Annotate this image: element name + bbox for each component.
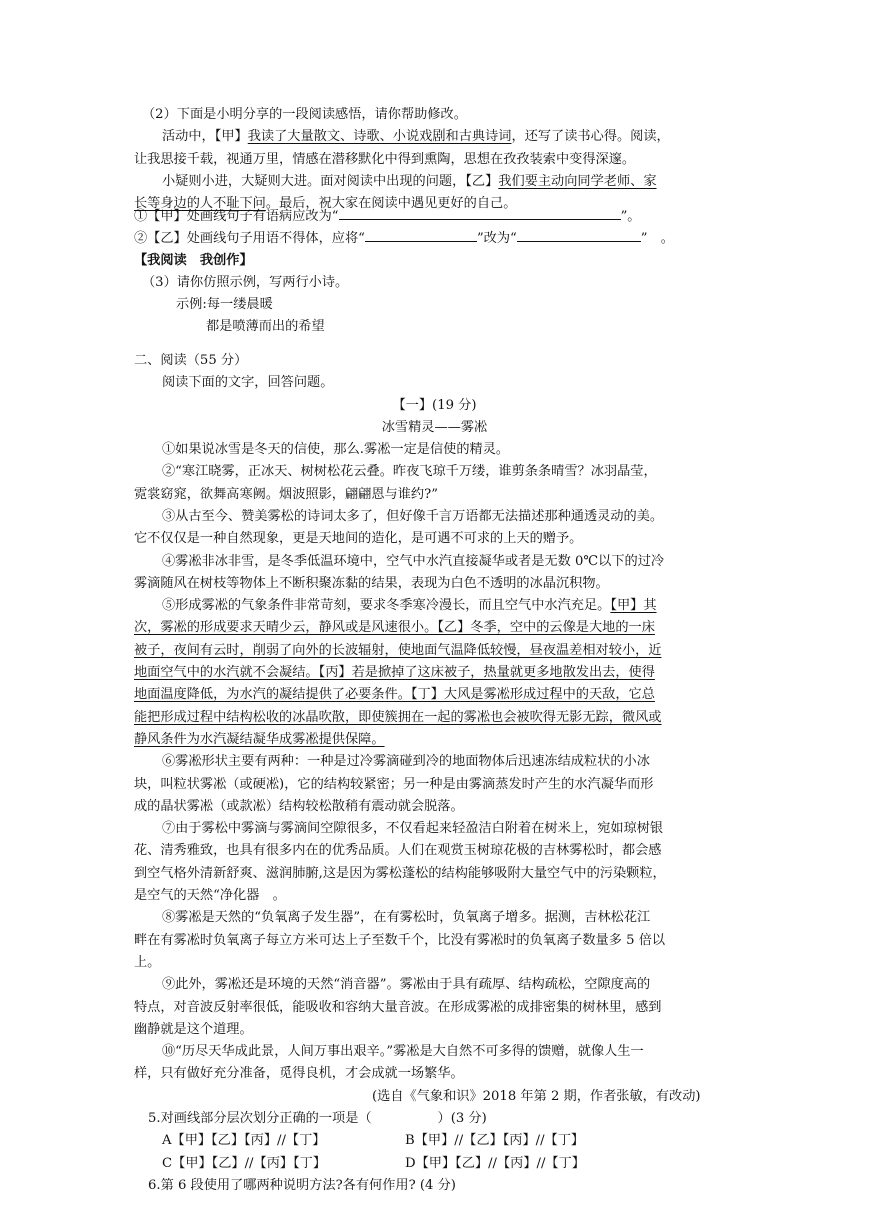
answer-blank[interactable] [517,227,641,242]
article-line: ⑨此外，雾凇还是环境的天然“消音器”。雾凇由于具有疏厚、结构疏松，空隙度高的 [162,977,651,992]
example-line: 示例:每一缕晨暖 [176,297,273,312]
answer-blank[interactable] [339,205,621,220]
option-c[interactable]: C【甲】【乙】//【丙】【丁】 [162,1156,327,1171]
underlined-line: 静风条件为水汽凝结凝华成雾凇提供保障。 [134,732,385,747]
article-line: ①如果说冰雪是冬天的信使，那么.雾凇一定是信使的精灵。 [162,442,510,457]
section-title: 【我阅读 我创作】 [134,253,253,268]
underlined-line: 地面空气中的水汽就不会凝结。【丙】若是掀掉了这床被子，热量就更多地散发出去，使得 [134,665,655,680]
article-line: 是空气的天然“净化器 。 [134,888,286,903]
article-line: 特点，对音波反射率很低，能吸收和容纳大量音波。在形成雾凇的成排密集的树林里，感到 [134,1000,662,1015]
underlined-sentence-yi: 我们要主动向同学老师、家 [498,174,657,189]
article-line: ④雾凇非冰非雪，是冬季低温环境中，空气中水汽直接凝华或者是无数 0℃以下的过冷 [162,554,665,569]
article-line [162,595,657,617]
option-d[interactable]: D【甲】【乙】//【丙】//【丁】 [405,1156,585,1171]
part-heading: 二、阅读（55 分） [134,353,248,368]
question-6: 6.第 6 段使用了哪两种说明方法?各有何作用? (4 分) [148,1178,456,1193]
article-line: 幽静就是这个道理。 [134,1022,253,1037]
underlined-line: 被子，夜间有云时，削弱了向外的长波辐射，使地面气温降低较慢，昼夜温差相对较小，近 [134,643,662,658]
text-segment: ①【甲】处画线句子有语病应改为“ [134,209,339,224]
instruction: 阅读下面的文字，回答问题。 [162,375,334,390]
sub-heading: 【一】(19 分) [392,398,477,413]
article-line: 样，只有做好充分准备，觅得良机，才会成就一场繁华。 [134,1066,464,1081]
underlined-line: 地面温度降低，为水汽的凝结提供了必要条件。【丁】大风是雾凇形成过程中的天敌，它总 [134,687,655,702]
article-line: ③从古至今、赞美雾松的诗词太多了，但好像千言万语都无法描述那种通透灵动的美。 [162,509,664,524]
source-citation: (选自《气象和识》2018 年第 2 期，作者张敏，有改动) [372,1089,701,1104]
article-line: 成的晶状雾凇（或款凇）结构较松散稍有震动就会脱落。 [134,799,464,814]
paragraph-line: 让我思接千载，视通万里，情感在潜移默化中得到熏陶，思想在孜孜装索中变得深邃。 [134,152,636,167]
underlined-sentence-yi-cont: 长等身边的人不耻下问 [134,196,266,211]
text-segment: ” 。 [640,231,674,246]
article-line: 它不仅仅是一种自然现象，更是天地间的造化，是可遇不可求的上天的赠予。 [134,531,583,546]
fill-in-1 [134,205,641,228]
text-segment: 。最后，祝大家在阅读中遇见更好的自己。 [265,196,517,211]
article-line: 畔在有雾凇时负氧离子每立方米可达上子至数千个，比没有雾凇时的负氧离子数量多 5 倍以 [134,933,666,948]
option-a[interactable]: A【甲】【乙】【丙】//【丁】 [162,1133,326,1148]
underlined-segment: 【甲】其 [610,598,657,613]
article-title: 冰雪精灵——雾凇 [381,420,488,435]
article-line: ⑧雾凇是天然的“负氧离子发生器”，在有雾松时，负氧离子增多。据测，吉林松花江 [162,910,651,925]
text-segment: 小疑则小进，大疑则大进。面对阅读中出现的问题，【乙】 [162,174,499,189]
text-segment: ②【乙】处画线句子用语不得体，应将“ [134,231,365,246]
option-b[interactable]: B【甲】//【乙】【丙】//【丁】 [405,1133,585,1148]
fill-in-2 [134,227,674,250]
article-line: 雾滴随风在树枝等物体上不断积聚冻黏的结果，表现为白色不透明的冰晶沉积物。 [134,576,609,591]
article-line: ②“寒江晓雾，正冰天、树树松花云叠。昨夜飞琼千万缕，谁剪条条晴雪？冰羽晶莹， [162,464,657,479]
article-line: ⑥雾凇形状主要有两种：一种是过冷雾滴碰到冷的地面物体后迅速冻结成粒状的小冰 [162,754,650,769]
underlined-sentence-jia: 我读了大量散文、诗歌、小说戏剧和古典诗词 [247,129,512,144]
article-line: 上。 [134,955,161,970]
text-segment: ，还写了读书心得。阅读， [511,129,670,144]
example-line: 都是喷薄而出的希望 [206,319,325,334]
article-line: ⑦由于雾松中雾滴与雾滴间空隙很多，不仅看起来轻盈洁白附着在树米上，宛如琼树银 [162,821,664,836]
text-segment: 活动中，【甲】 [162,129,248,144]
article-line: ⑩“历尽天华成此景，人间万事出艰辛。”雾凇是大自然不可多得的馈赠，就像人生一 [162,1044,644,1059]
answer-blank[interactable] [365,227,477,242]
question-2-intro: （2）下面是小明分享的一段阅读感悟，请你帮助修改。 [142,107,467,122]
text-segment: ”改为“ [476,231,517,246]
article-line: 霓裳窈窕，欲舞高寒阙。烟波照影，翩翩恩与谁约?” [134,487,438,502]
paragraph-line [162,126,670,148]
question-5: 5.对画线部分层次划分正确的一项是（ ）(3 分) [148,1111,487,1126]
question-3: （3）请你仿照示例，写两行小诗。 [142,275,349,290]
paragraph-line [162,171,657,193]
text-segment: ⑤形成雾凇的气象条件非常苛刻，要求冬季寒冷漫长，而且空气中水汽充足。 [162,598,611,613]
underlined-line: 能把形成过程中结构松收的冰晶吹散，即使簇拥在一起的雾凇也会被吹得无影无踪，微风或 [134,710,662,725]
article-line: 到空气格外清新舒爽、滋润肺腑,这是因为雾松蓬松的结构能够吸附大量空气中的污染颗粒， [134,866,666,881]
article-line: 块，叫粒状雾凇（或硬凇)，它的结构较紧密；另一种是由雾滴蒸发时产生的水汽凝华而形 [134,777,654,792]
article-line: 花、清秀雅致，也具有很多内在的优秀品质。人们在观赏玉树琼花极的吉林雾松时，都会感 [134,843,662,858]
underlined-line: 次，雾凇的形成要求天晴少云，静风或是风速很小。【乙】冬季，空中的云像是大地的一床 [134,620,655,635]
text-segment: ”。 [620,209,641,224]
